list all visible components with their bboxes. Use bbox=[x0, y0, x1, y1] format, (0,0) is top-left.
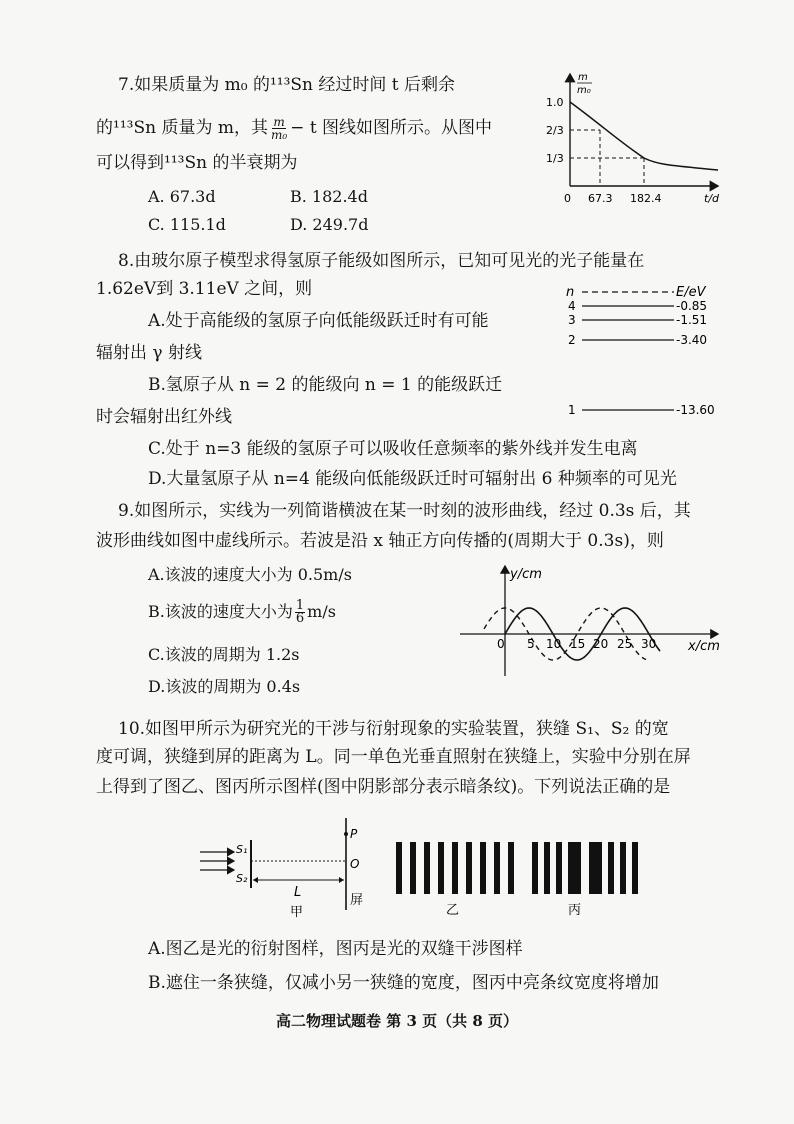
q9-line1: 9.如图所示，实线为一列简谐横波在某一时刻的波形曲线，经过 0.3s 后，其 bbox=[118, 501, 691, 521]
decay-x-tick-1: 67.3 bbox=[588, 192, 613, 205]
decay-x-tick-2: 182.4 bbox=[630, 192, 662, 205]
wave-x-tick-5: 5 bbox=[527, 637, 535, 651]
yi-dark-fringe-5 bbox=[452, 842, 458, 894]
distance-l-label: L bbox=[294, 885, 302, 900]
wave-x-tick-0: 0 bbox=[497, 637, 505, 651]
wave-graph bbox=[456, 562, 726, 680]
energy-n4: 4 bbox=[568, 299, 576, 313]
apparatus-figure bbox=[196, 818, 392, 926]
yi-dark-fringe-1 bbox=[396, 842, 402, 894]
q8-line1: 8.由玻尔原子模型求得氢原子能级如图所示，已知可见光的光子能量在 bbox=[118, 251, 645, 271]
q10-option-a: A.图乙是光的衍射图样，图丙是光的双缝干涉图样 bbox=[148, 939, 523, 959]
energy-n3: 3 bbox=[568, 313, 576, 327]
page-footer: 高二物理试题卷 第 3 页（共 8 页） bbox=[276, 1012, 518, 1030]
q9-line2: 波形曲线如图中虚线所示。若波是沿 x 轴正方向传播的(周期大于 0.3s)，则 bbox=[96, 531, 664, 551]
bing-dark-fringe-8 bbox=[632, 842, 638, 894]
wave-x-label: x/cm bbox=[688, 639, 720, 654]
q7-option-b: B. 182.4d bbox=[290, 187, 368, 206]
caption-yi: 乙 bbox=[446, 903, 460, 918]
q7-fraction bbox=[270, 116, 288, 141]
bing-dark-fringe-3 bbox=[556, 842, 562, 894]
yi-dark-fringe-4 bbox=[438, 842, 444, 894]
energy-e-label: E/eV bbox=[676, 285, 706, 300]
q8-line2: 1.62eV到 3.11eV 之间，则 bbox=[96, 279, 313, 299]
q8-option-a-line2: 辐射出 γ 射线 bbox=[96, 343, 202, 363]
decay-y-tick-3: 1/3 bbox=[546, 152, 564, 165]
slit-s2-label: S₂ bbox=[236, 872, 248, 885]
bing-dark-fringe-6 bbox=[608, 842, 614, 894]
yi-dark-fringe-8 bbox=[494, 842, 500, 894]
energy-e4: -0.85 bbox=[676, 299, 708, 313]
q9-option-b bbox=[148, 600, 336, 625]
q7-option-a: A. 67.3d bbox=[148, 187, 216, 206]
q9-frac-den: 6 bbox=[295, 611, 305, 626]
wave-x-tick-15: 15 bbox=[570, 637, 586, 651]
decay-x-tick-0: 0 bbox=[564, 192, 571, 205]
q9-option-b-unit: m/s bbox=[307, 602, 336, 621]
wave-x-tick-10: 10 bbox=[546, 637, 562, 651]
q7-frac-den: m₀ bbox=[270, 128, 288, 142]
point-p-label: P bbox=[350, 827, 358, 841]
decay-y-tick-2: 2/3 bbox=[546, 124, 564, 137]
q9-option-b-fraction bbox=[295, 600, 305, 625]
q7-line2-a: 的¹¹³Sn 质量为 m，其 bbox=[96, 118, 268, 138]
bing-dark-fringe-1 bbox=[532, 842, 538, 894]
distance-l-arrow-right bbox=[339, 877, 344, 883]
q8-option-d: D.大量氢原子从 n=4 能级向低能级跃迁时可辐射出 6 种频率的可见光 bbox=[148, 469, 677, 489]
q7-line2-b: − t 图线如图所示。从图中 bbox=[290, 118, 493, 138]
q8-option-c: C.处于 n=3 能级的氢原子可以吸收任意频率的紫外线并发生电离 bbox=[148, 439, 638, 459]
decay-x-label: t/d bbox=[704, 192, 720, 205]
bing-dark-fringe-5 bbox=[589, 842, 602, 894]
q10-line2: 度可调，狭缝到屏的距离为 L。同一单色光垂直照射在狭缝上，实验中分别在屏 bbox=[96, 747, 691, 767]
bing-dark-fringe-7 bbox=[620, 842, 626, 894]
screen-label: 屏 bbox=[350, 893, 364, 908]
q7-line3: 可以得到¹¹³Sn 的半衰期为 bbox=[96, 153, 298, 173]
q7-option-c: C. 115.1d bbox=[148, 215, 226, 234]
yi-dark-fringe-6 bbox=[466, 842, 472, 894]
decay-graph bbox=[540, 66, 730, 214]
q7-option-d: D. 249.7d bbox=[290, 215, 369, 234]
q7-line1: 7.如果质量为 m₀ 的¹¹³Sn 经过时间 t 后剩余 bbox=[118, 75, 456, 95]
wave-x-tick-25: 25 bbox=[617, 637, 633, 651]
caption-jia: 甲 bbox=[290, 905, 304, 920]
q8-option-b-line2: 时会辐射出红外线 bbox=[96, 407, 232, 427]
pattern-yi bbox=[392, 838, 514, 918]
wave-x-tick-30: 30 bbox=[641, 637, 657, 651]
pattern-bing-stripes bbox=[532, 842, 638, 894]
energy-n2: 2 bbox=[568, 333, 576, 347]
bing-dark-fringe-4 bbox=[568, 842, 581, 894]
pattern-yi-stripes bbox=[396, 842, 514, 894]
caption-bing: 丙 bbox=[568, 903, 582, 918]
q7-frac-num: m bbox=[273, 115, 285, 129]
q9-frac-num: 1 bbox=[295, 598, 305, 613]
q9-option-b-text: B.该波的速度大小为 bbox=[148, 602, 293, 621]
decay-y-tick-1: 1.0 bbox=[546, 96, 564, 109]
energy-n-label: n bbox=[566, 285, 575, 300]
q8-option-a-line1: A.处于高能级的氢原子向低能级跃迁时有可能 bbox=[148, 311, 489, 331]
yi-dark-fringe-7 bbox=[480, 842, 486, 894]
pattern-bing bbox=[528, 838, 646, 918]
decay-y-label-den: m₀ bbox=[577, 85, 591, 96]
energy-n1: 1 bbox=[568, 403, 576, 417]
yi-dark-fringe-2 bbox=[410, 842, 416, 894]
q9-option-d: D.该波的周期为 0.4s bbox=[148, 677, 301, 696]
energy-level-diagram bbox=[560, 278, 740, 426]
slit-s1-label: S₁ bbox=[236, 843, 248, 856]
energy-e1: -13.60 bbox=[676, 403, 715, 417]
q10-option-b: B.遮住一条狭缝，仅减小另一狭缝的宽度，图丙中亮条纹宽度将增加 bbox=[148, 973, 659, 993]
point-p-marker bbox=[344, 832, 348, 836]
energy-e3: -1.51 bbox=[676, 313, 708, 327]
wave-x-tick-20: 20 bbox=[593, 637, 609, 651]
bing-dark-fringe-2 bbox=[544, 842, 550, 894]
q10-line1: 10.如图甲所示为研究光的干涉与衍射现象的实验装置，狭缝 S₁、S₂ 的宽 bbox=[118, 719, 669, 739]
q8-option-b-line1: B.氢原子从 n = 2 的能级向 n = 1 的能级跃迁 bbox=[148, 375, 503, 395]
q9-option-a: A.该波的速度大小为 0.5m/s bbox=[148, 565, 352, 584]
yi-dark-fringe-3 bbox=[424, 842, 430, 894]
yi-dark-fringe-9 bbox=[508, 842, 514, 894]
q7-line2 bbox=[96, 116, 492, 141]
decay-y-label-num: m bbox=[578, 72, 588, 83]
distance-l-arrow-left bbox=[253, 877, 258, 883]
q9-option-c: C.该波的周期为 1.2s bbox=[148, 645, 300, 664]
wave-y-label: y/cm bbox=[510, 567, 542, 582]
q10-line3: 上得到了图乙、图丙所示图样(图中阴影部分表示暗条纹)。下列说法正确的是 bbox=[96, 777, 671, 797]
point-o-label: O bbox=[350, 857, 360, 871]
energy-e2: -3.40 bbox=[676, 333, 708, 347]
